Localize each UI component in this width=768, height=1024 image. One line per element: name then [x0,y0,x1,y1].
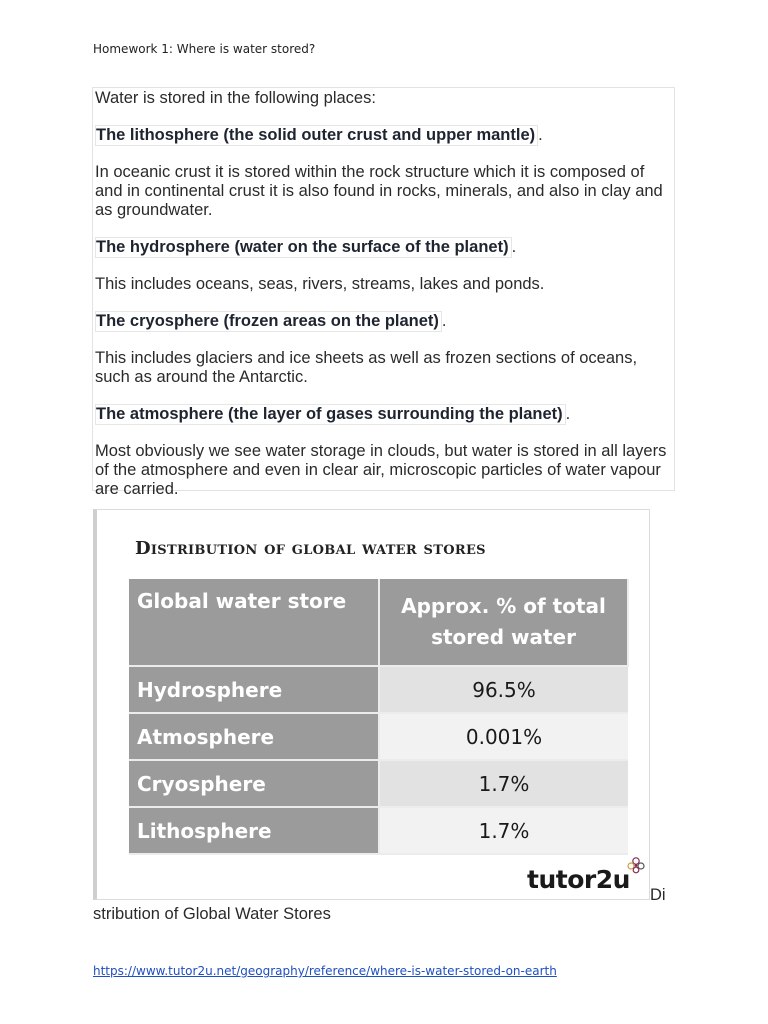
section-body-cryosphere: This includes glaciers and ice sheets as well as frozen sections of oceans, such as around the Antarctic. [95,349,638,386]
heading-text: The atmosphere (the layer of gases surrounding the planet) [95,404,566,425]
table-row [129,760,628,807]
store-percent: 96.5% [379,666,628,713]
table-row [129,713,628,760]
water-stores-table [129,579,629,855]
column-header-store: Global water store [129,579,379,666]
heading-text: The cryosphere (frozen areas on the planet) [95,311,442,332]
section-heading-hydrosphere: The hydrosphere (water on the surface of the planet) . [96,238,517,256]
store-name: Hydrosphere [129,666,379,713]
store-name: Cryosphere [129,760,379,807]
table-row [129,807,628,854]
heading-text: The hydrosphere (water on the surface of the planet) [95,237,512,258]
table-header-row [129,579,628,666]
intro-text: Water is stored in the following places: [95,89,376,107]
column-header-percent: Approx. % of total stored water [379,579,628,666]
section-body-atmosphere: Most obviously we see water storage in clouds, but water is stored in all layers of the atmosphere and even in clear air, microscopic particles of water vapour are carried. [95,442,667,498]
document-header: Homework 1: Where is water stored? [93,42,316,56]
section-heading-cryosphere: The cryosphere (frozen areas on the planet) . [96,312,447,330]
section-body-lithosphere: In oceanic crust it is stored within the rock structure which it is composed of and in continental crust it is also found in rocks, minerals, and also in clay and as groundwater. [95,163,663,219]
figure-title: Distribution of global water stores [135,538,486,559]
heading-text: The lithosphere (the solid outer crust and upper mantle) [95,125,538,146]
figure-caption-part2: stribution of Global Water Stores [93,905,331,923]
store-name: Lithosphere [129,807,379,854]
store-name: Atmosphere [129,713,379,760]
source-link[interactable]: https://www.tutor2u.net/geography/reference/where-is-water-stored-on-earth [93,964,557,978]
store-percent: 1.7% [379,760,628,807]
store-percent: 1.7% [379,807,628,854]
flower-logo-icon [625,855,647,875]
section-heading-lithosphere: The lithosphere (the solid outer crust and upper mantle) . [96,126,543,144]
section-heading-atmosphere: The atmosphere (the layer of gases surrounding the planet) . [96,405,571,423]
table-row [129,666,628,713]
figure-caption-part1: Di [650,886,666,904]
store-percent: 0.001% [379,713,628,760]
content-box [92,87,675,498]
water-stores-figure [93,509,650,900]
section-body-hydrosphere: This includes oceans, seas, rivers, streams, lakes and ponds. [95,275,545,293]
tutor2u-logo: tutor2u [527,865,630,894]
